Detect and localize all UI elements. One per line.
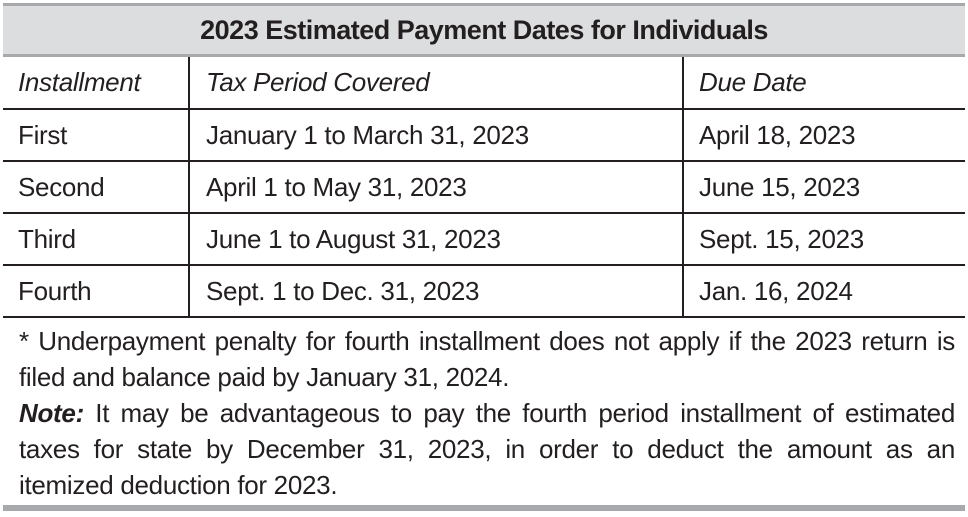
due-date-cell: Jan. 16, 2024 — [683, 265, 965, 317]
table-row — [3, 213, 965, 265]
installment-cell: Third — [3, 213, 189, 265]
notes-section — [19, 323, 955, 503]
payment-dates-table — [3, 57, 965, 318]
installment-cell: Fourth — [3, 265, 189, 317]
tax-period-cell: April 1 to May 31, 2023 — [189, 161, 683, 213]
header-installment: Installment — [3, 57, 189, 109]
title-bar — [3, 3, 965, 57]
payment-dates-panel — [3, 3, 965, 511]
installment-cell: First — [3, 109, 189, 161]
installment-cell: Second — [3, 161, 189, 213]
table-row — [3, 109, 965, 161]
due-date-cell: Sept. 15, 2023 — [683, 213, 965, 265]
tax-period-cell: June 1 to August 31, 2023 — [189, 213, 683, 265]
tax-period-cell: January 1 to March 31, 2023 — [189, 109, 683, 161]
due-date-cell: April 18, 2023 — [683, 109, 965, 161]
header-tax-period: Tax Period Covered — [189, 57, 683, 109]
footnote: * Underpayment penalty for fourth installment does not apply if the 2023 return is filed and balance paid by January 31, 2024. — [19, 326, 955, 392]
due-date-cell: June 15, 2023 — [683, 161, 965, 213]
note-paragraph — [19, 395, 955, 503]
table-row — [3, 265, 965, 317]
table-title: 2023 Estimated Payment Dates for Individuals — [200, 14, 768, 45]
tax-period-cell: Sept. 1 to Dec. 31, 2023 — [189, 265, 683, 317]
header-due-date: Due Date — [683, 57, 965, 109]
note-label: Note: — [19, 398, 84, 428]
table-header-row — [3, 57, 965, 109]
note-text: It may be advantageous to pay the fourth period installment of estimated taxes for state by December 31, 2023, in order to deduct the amount as an itemized deduction for 2023. — [19, 398, 955, 500]
table-row — [3, 161, 965, 213]
